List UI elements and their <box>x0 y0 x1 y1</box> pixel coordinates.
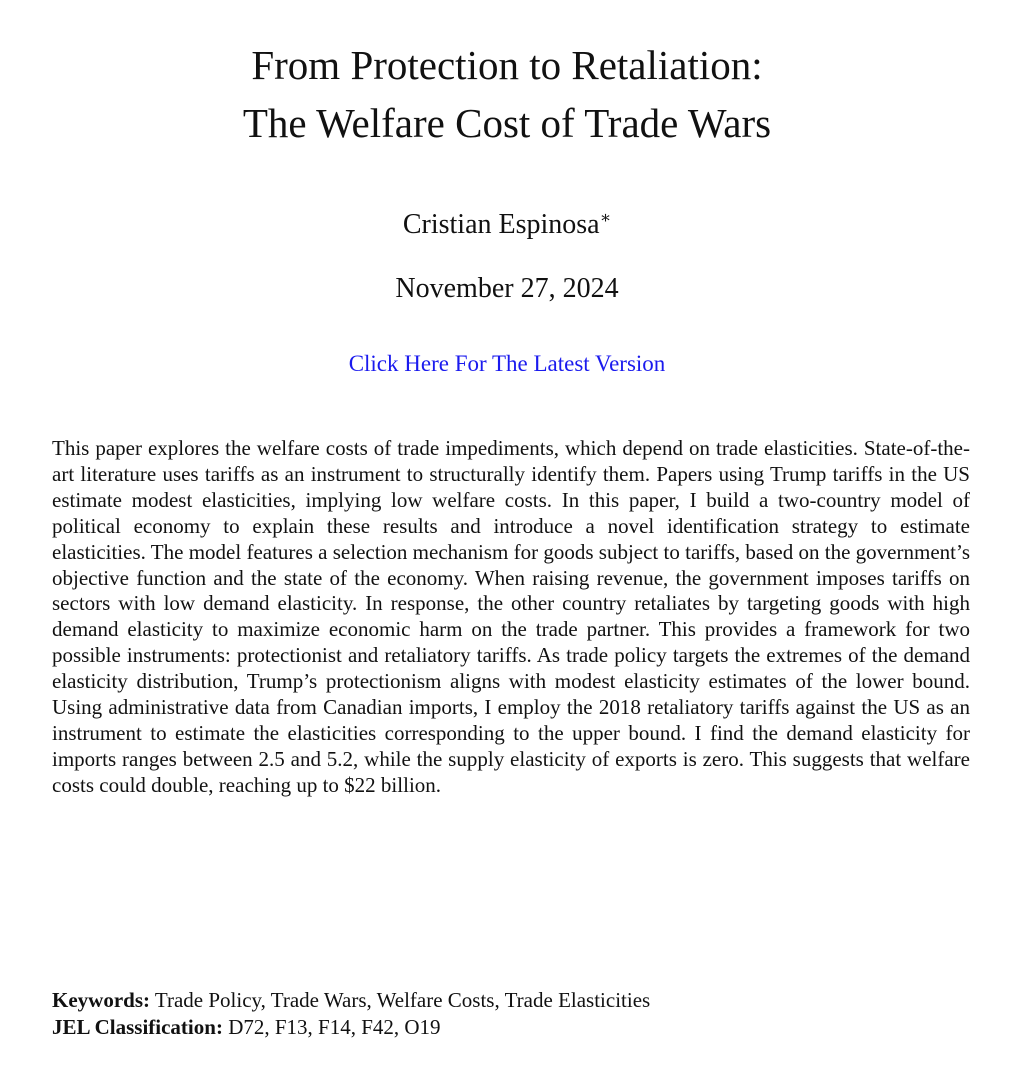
paper-date: November 27, 2024 <box>395 273 619 304</box>
keywords-value: Trade Policy, Trade Wars, Welfare Costs, Trade Elasticities <box>154 988 651 1012</box>
author-name: Cristian Espinosa <box>402 209 600 240</box>
keywords-label: Keywords: <box>52 988 150 1012</box>
keywords-block <box>52 987 970 1041</box>
abstract-text: This paper explores the welfare costs of trade impediments, which depend on trade elasticities. State-of-the-art literature uses tariffs as an instrument to structurally identify them. Papers using Trump tariffs in the US estimate modest elasticities, implying low welfare costs. In this paper, I build a two-country model of political economy to explain these results and introduce a novel identification strategy to estimate elasticities. The model features a selection mechanism for goods subject to tariffs, based on the government’s objective function and the state of the economy. When raising revenue, the government imposes tariffs on sectors with low demand elasticity. In response, the other country retaliates by targeting goods with high demand elasticity to maximize economic harm on the trade partner. This provides a framework for two possible instruments: protectionist and retaliatory tariffs. As trade policy targets the extremes of the demand elasticity distribution, Trump’s protectionism aligns with modest elasticity estimates of the lower bound. Using administrative data from Canadian imports, I employ the 2018 retaliatory tariffs against the US as an instrument to estimate the elasticities corresponding to the upper bound. I find the demand elasticity for imports ranges between 2.5 and 5.2, while the supply elasticity of exports is zero. This suggests that welfare costs could double, reaching up to $22 billion. <box>52 436 970 797</box>
title-line-1: From Protection to Retaliation: <box>251 42 763 88</box>
author-footnote-mark[interactable]: ∗ <box>599 208 612 227</box>
paper-title <box>0 36 1014 152</box>
title-line-2: The Welfare Cost of Trade Wars <box>242 100 772 146</box>
latest-version-link[interactable]: Click Here For The Latest Version <box>348 351 666 376</box>
author-line <box>0 208 1014 242</box>
jel-label: JEL Classification: <box>52 1015 223 1039</box>
keywords-line <box>52 987 970 1014</box>
latest-version-link-container <box>0 349 1014 379</box>
jel-value: D72, F13, F14, F42, O19 <box>228 1015 441 1039</box>
jel-line <box>52 1014 970 1041</box>
